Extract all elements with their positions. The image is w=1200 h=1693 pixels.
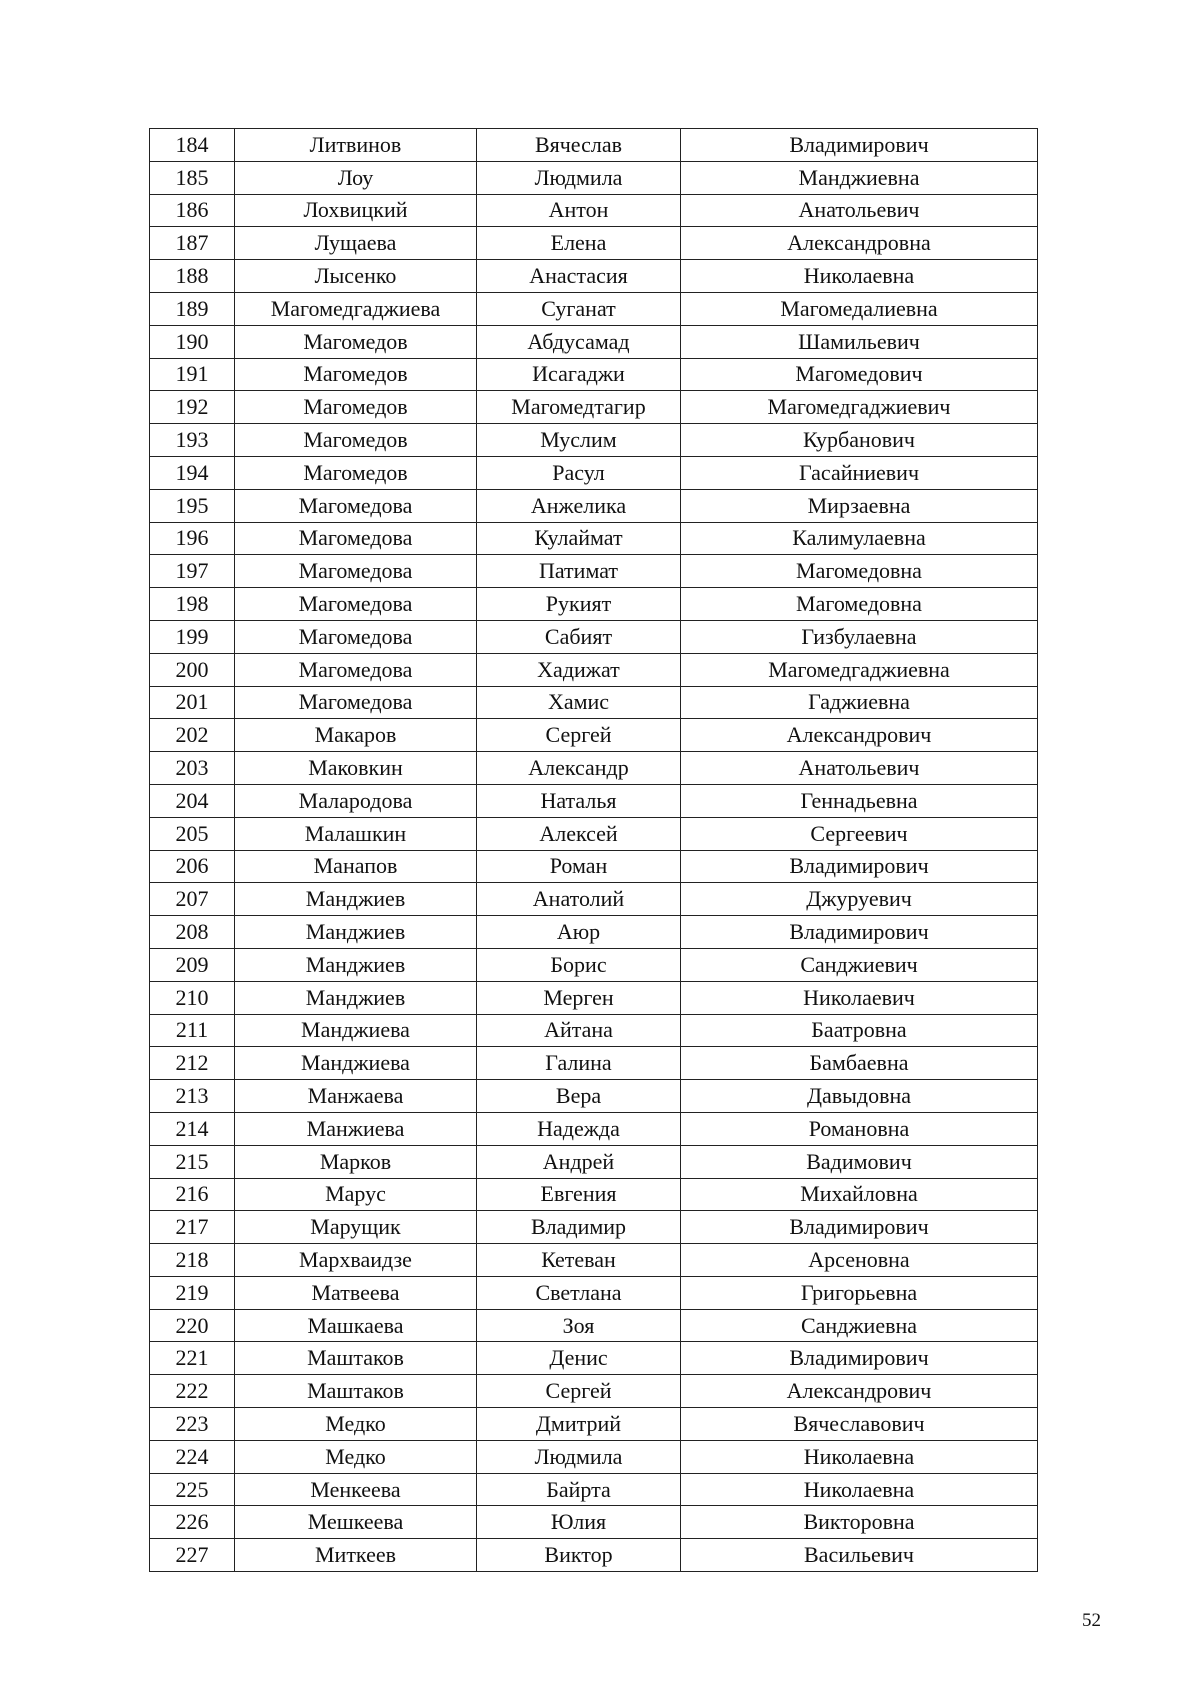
table-row (150, 1047, 1038, 1080)
row-number-cell: 213 (150, 1080, 235, 1113)
table-row (150, 292, 1038, 325)
row-number-cell: 211 (150, 1014, 235, 1047)
row-number-cell: 221 (150, 1342, 235, 1375)
patronymic-cell: Магомедгаджиевич (681, 391, 1038, 424)
row-number-cell: 193 (150, 424, 235, 457)
table-row (150, 358, 1038, 391)
names-table-body (150, 129, 1038, 1572)
row-number-cell: 188 (150, 260, 235, 293)
row-number-cell: 184 (150, 129, 235, 162)
table-row (150, 1473, 1038, 1506)
last-name-cell: Лоу (235, 161, 477, 194)
row-number-cell: 195 (150, 489, 235, 522)
last-name-cell: Матвеева (235, 1276, 477, 1309)
patronymic-cell: Вадимович (681, 1145, 1038, 1178)
last-name-cell: Магомедова (235, 620, 477, 653)
last-name-cell: Маштаков (235, 1375, 477, 1408)
first-name-cell: Людмила (477, 1440, 681, 1473)
row-number-cell: 199 (150, 620, 235, 653)
table-row (150, 555, 1038, 588)
last-name-cell: Машкаева (235, 1309, 477, 1342)
last-name-cell: Магомедов (235, 358, 477, 391)
table-row (150, 752, 1038, 785)
first-name-cell: Надежда (477, 1112, 681, 1145)
row-number-cell: 194 (150, 456, 235, 489)
first-name-cell: Дмитрий (477, 1408, 681, 1441)
patronymic-cell: Николаевич (681, 981, 1038, 1014)
first-name-cell: Вячеслав (477, 129, 681, 162)
row-number-cell: 223 (150, 1408, 235, 1441)
patronymic-cell: Джуруевич (681, 883, 1038, 916)
patronymic-cell: Магомедовна (681, 555, 1038, 588)
last-name-cell: Магомедова (235, 522, 477, 555)
first-name-cell: Мерген (477, 981, 681, 1014)
first-name-cell: Людмила (477, 161, 681, 194)
patronymic-cell: Вячеславович (681, 1408, 1038, 1441)
first-name-cell: Светлана (477, 1276, 681, 1309)
first-name-cell: Сабият (477, 620, 681, 653)
row-number-cell: 215 (150, 1145, 235, 1178)
table-row (150, 620, 1038, 653)
table-row (150, 1211, 1038, 1244)
table-row (150, 1112, 1038, 1145)
table-row (150, 1244, 1038, 1277)
patronymic-cell: Мирзаевна (681, 489, 1038, 522)
row-number-cell: 208 (150, 916, 235, 949)
last-name-cell: Лохвицкий (235, 194, 477, 227)
table-row (150, 424, 1038, 457)
table-row (150, 456, 1038, 489)
table-row (150, 588, 1038, 621)
last-name-cell: Магомедова (235, 686, 477, 719)
last-name-cell: Манджиева (235, 1047, 477, 1080)
patronymic-cell: Романовна (681, 1112, 1038, 1145)
patronymic-cell: Владимирович (681, 916, 1038, 949)
table-row (150, 1506, 1038, 1539)
first-name-cell: Вера (477, 1080, 681, 1113)
first-name-cell: Абдусамад (477, 325, 681, 358)
patronymic-cell: Григорьевна (681, 1276, 1038, 1309)
table-row (150, 1440, 1038, 1473)
table-row (150, 1276, 1038, 1309)
row-number-cell: 187 (150, 227, 235, 260)
patronymic-cell: Александрович (681, 1375, 1038, 1408)
patronymic-cell: Владимирович (681, 1211, 1038, 1244)
last-name-cell: Магомедгаджиева (235, 292, 477, 325)
table-row (150, 129, 1038, 162)
patronymic-cell: Сергеевич (681, 817, 1038, 850)
patronymic-cell: Геннадьевна (681, 784, 1038, 817)
first-name-cell: Анатолий (477, 883, 681, 916)
first-name-cell: Анжелика (477, 489, 681, 522)
last-name-cell: Магомедов (235, 391, 477, 424)
patronymic-cell: Курбанович (681, 424, 1038, 457)
patronymic-cell: Шамильевич (681, 325, 1038, 358)
row-number-cell: 186 (150, 194, 235, 227)
page-number: 52 (1082, 1610, 1101, 1631)
first-name-cell: Сергей (477, 1375, 681, 1408)
first-name-cell: Кулаймат (477, 522, 681, 555)
patronymic-cell: Александровна (681, 227, 1038, 260)
table-row (150, 1309, 1038, 1342)
last-name-cell: Макаров (235, 719, 477, 752)
patronymic-cell: Магомедалиевна (681, 292, 1038, 325)
table-row (150, 522, 1038, 555)
patronymic-cell: Арсеновна (681, 1244, 1038, 1277)
last-name-cell: Лущаева (235, 227, 477, 260)
table-row (150, 489, 1038, 522)
patronymic-cell: Михайловна (681, 1178, 1038, 1211)
first-name-cell: Айтана (477, 1014, 681, 1047)
patronymic-cell: Бамбаевна (681, 1047, 1038, 1080)
row-number-cell: 218 (150, 1244, 235, 1277)
table-row (150, 325, 1038, 358)
row-number-cell: 189 (150, 292, 235, 325)
first-name-cell: Евгения (477, 1178, 681, 1211)
patronymic-cell: Владимирович (681, 1342, 1038, 1375)
row-number-cell: 185 (150, 161, 235, 194)
row-number-cell: 201 (150, 686, 235, 719)
last-name-cell: Медко (235, 1440, 477, 1473)
first-name-cell: Виктор (477, 1539, 681, 1572)
first-name-cell: Рукият (477, 588, 681, 621)
last-name-cell: Малашкин (235, 817, 477, 850)
table-row (150, 719, 1038, 752)
last-name-cell: Манджиев (235, 981, 477, 1014)
patronymic-cell: Калимулаевна (681, 522, 1038, 555)
first-name-cell: Борис (477, 948, 681, 981)
table-row (150, 1080, 1038, 1113)
patronymic-cell: Николаевна (681, 260, 1038, 293)
patronymic-cell: Владимирович (681, 129, 1038, 162)
first-name-cell: Елена (477, 227, 681, 260)
first-name-cell: Роман (477, 850, 681, 883)
table-row (150, 1539, 1038, 1572)
row-number-cell: 224 (150, 1440, 235, 1473)
first-name-cell: Исагаджи (477, 358, 681, 391)
table-row (150, 883, 1038, 916)
first-name-cell: Андрей (477, 1145, 681, 1178)
table-row (150, 653, 1038, 686)
row-number-cell: 222 (150, 1375, 235, 1408)
last-name-cell: Манджиева (235, 1014, 477, 1047)
first-name-cell: Хамис (477, 686, 681, 719)
last-name-cell: Мархваидзе (235, 1244, 477, 1277)
last-name-cell: Магомедов (235, 456, 477, 489)
first-name-cell: Владимир (477, 1211, 681, 1244)
last-name-cell: Магомедова (235, 588, 477, 621)
row-number-cell: 200 (150, 653, 235, 686)
table-row (150, 194, 1038, 227)
table-row (150, 1342, 1038, 1375)
row-number-cell: 209 (150, 948, 235, 981)
last-name-cell: Маштаков (235, 1342, 477, 1375)
table-row (150, 1408, 1038, 1441)
table-row (150, 1145, 1038, 1178)
patronymic-cell: Анатольевич (681, 752, 1038, 785)
row-number-cell: 206 (150, 850, 235, 883)
patronymic-cell: Гасайниевич (681, 456, 1038, 489)
patronymic-cell: Магомедович (681, 358, 1038, 391)
last-name-cell: Манджиев (235, 948, 477, 981)
row-number-cell: 202 (150, 719, 235, 752)
last-name-cell: Медко (235, 1408, 477, 1441)
table-row (150, 817, 1038, 850)
patronymic-cell: Николаевна (681, 1473, 1038, 1506)
table-row (150, 948, 1038, 981)
row-number-cell: 190 (150, 325, 235, 358)
table-row (150, 1178, 1038, 1211)
patronymic-cell: Санджиевич (681, 948, 1038, 981)
row-number-cell: 220 (150, 1309, 235, 1342)
first-name-cell: Расул (477, 456, 681, 489)
first-name-cell: Юлия (477, 1506, 681, 1539)
first-name-cell: Муслим (477, 424, 681, 457)
first-name-cell: Сергей (477, 719, 681, 752)
first-name-cell: Кетеван (477, 1244, 681, 1277)
patronymic-cell: Магомедовна (681, 588, 1038, 621)
row-number-cell: 226 (150, 1506, 235, 1539)
last-name-cell: Манджиев (235, 916, 477, 949)
first-name-cell: Байрта (477, 1473, 681, 1506)
table-row (150, 227, 1038, 260)
last-name-cell: Магомедова (235, 653, 477, 686)
table-row (150, 981, 1038, 1014)
patronymic-cell: Александрович (681, 719, 1038, 752)
last-name-cell: Манджиев (235, 883, 477, 916)
row-number-cell: 216 (150, 1178, 235, 1211)
table-row (150, 1375, 1038, 1408)
row-number-cell: 196 (150, 522, 235, 555)
row-number-cell: 214 (150, 1112, 235, 1145)
first-name-cell: Анастасия (477, 260, 681, 293)
last-name-cell: Марус (235, 1178, 477, 1211)
table-row (150, 260, 1038, 293)
row-number-cell: 205 (150, 817, 235, 850)
table-row (150, 161, 1038, 194)
last-name-cell: Магомедов (235, 325, 477, 358)
table-row (150, 916, 1038, 949)
names-table (149, 128, 1038, 1572)
first-name-cell: Галина (477, 1047, 681, 1080)
row-number-cell: 192 (150, 391, 235, 424)
patronymic-cell: Манджиевна (681, 161, 1038, 194)
first-name-cell: Суганат (477, 292, 681, 325)
patronymic-cell: Анатольевич (681, 194, 1038, 227)
patronymic-cell: Гизбулаевна (681, 620, 1038, 653)
row-number-cell: 210 (150, 981, 235, 1014)
last-name-cell: Манжиева (235, 1112, 477, 1145)
row-number-cell: 204 (150, 784, 235, 817)
first-name-cell: Наталья (477, 784, 681, 817)
first-name-cell: Патимат (477, 555, 681, 588)
last-name-cell: Миткеев (235, 1539, 477, 1572)
last-name-cell: Марков (235, 1145, 477, 1178)
row-number-cell: 219 (150, 1276, 235, 1309)
first-name-cell: Алексей (477, 817, 681, 850)
last-name-cell: Малародова (235, 784, 477, 817)
row-number-cell: 207 (150, 883, 235, 916)
row-number-cell: 198 (150, 588, 235, 621)
row-number-cell: 217 (150, 1211, 235, 1244)
row-number-cell: 225 (150, 1473, 235, 1506)
last-name-cell: Манапов (235, 850, 477, 883)
first-name-cell: Александр (477, 752, 681, 785)
first-name-cell: Денис (477, 1342, 681, 1375)
last-name-cell: Магомедова (235, 555, 477, 588)
last-name-cell: Маковкин (235, 752, 477, 785)
row-number-cell: 203 (150, 752, 235, 785)
last-name-cell: Менкеева (235, 1473, 477, 1506)
row-number-cell: 197 (150, 555, 235, 588)
last-name-cell: Лысенко (235, 260, 477, 293)
last-name-cell: Манжаева (235, 1080, 477, 1113)
table-row (150, 686, 1038, 719)
last-name-cell: Литвинов (235, 129, 477, 162)
patronymic-cell: Васильевич (681, 1539, 1038, 1572)
patronymic-cell: Давыдовна (681, 1080, 1038, 1113)
table-row (150, 784, 1038, 817)
patronymic-cell: Владимирович (681, 850, 1038, 883)
patronymic-cell: Николаевна (681, 1440, 1038, 1473)
patronymic-cell: Викторовна (681, 1506, 1038, 1539)
table-row (150, 391, 1038, 424)
last-name-cell: Магомедов (235, 424, 477, 457)
last-name-cell: Мешкеева (235, 1506, 477, 1539)
first-name-cell: Магомедтагир (477, 391, 681, 424)
first-name-cell: Антон (477, 194, 681, 227)
table-row (150, 850, 1038, 883)
row-number-cell: 227 (150, 1539, 235, 1572)
patronymic-cell: Магомедгаджиевна (681, 653, 1038, 686)
last-name-cell: Марущик (235, 1211, 477, 1244)
table-row (150, 1014, 1038, 1047)
first-name-cell: Хадижат (477, 653, 681, 686)
patronymic-cell: Санджиевна (681, 1309, 1038, 1342)
row-number-cell: 191 (150, 358, 235, 391)
first-name-cell: Аюр (477, 916, 681, 949)
patronymic-cell: Гаджиевна (681, 686, 1038, 719)
last-name-cell: Магомедова (235, 489, 477, 522)
first-name-cell: Зоя (477, 1309, 681, 1342)
row-number-cell: 212 (150, 1047, 235, 1080)
patronymic-cell: Баатровна (681, 1014, 1038, 1047)
